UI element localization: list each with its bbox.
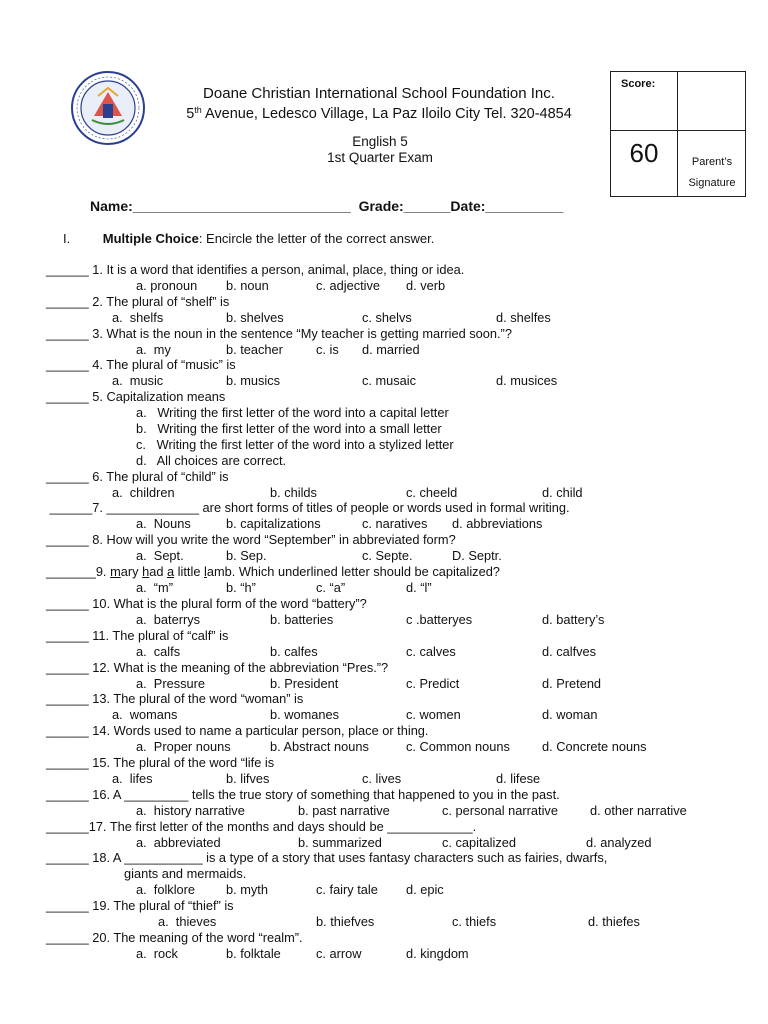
score-value: 60	[629, 138, 659, 168]
q14-option-a[interactable]: a. Proper nouns	[136, 739, 231, 754]
q20-option-a[interactable]: a. rock	[136, 946, 178, 961]
q18-option-c[interactable]: c. fairy tale	[316, 882, 378, 897]
q19-option-d[interactable]: d. thiefes	[588, 914, 640, 929]
q17-option-c[interactable]: c. capitalized	[442, 835, 516, 850]
score-box	[610, 71, 746, 197]
parents-signature-label	[678, 152, 746, 194]
q18-option-b[interactable]: b. myth	[226, 882, 268, 897]
score-box-divider-horizontal	[611, 130, 745, 131]
q1-option-c[interactable]: c. adjective	[316, 278, 381, 293]
q2-option-d[interactable]: d. shelfes	[496, 310, 551, 325]
address-rest: Avenue, Ledesco Village, La Paz Iloilo City Tel. 320-4854	[201, 106, 572, 122]
q17-option-a[interactable]: a. abbreviated	[136, 835, 221, 850]
q6-option-b[interactable]: b. childs	[270, 485, 317, 500]
q9-text-2: ad	[149, 564, 167, 579]
q1-option-d[interactable]: d. verb	[406, 278, 446, 293]
q9-underlined-a: a	[167, 564, 175, 579]
q20-option-b[interactable]: b. folktale	[226, 946, 281, 961]
q15-option-b[interactable]: b. lifves	[226, 771, 270, 786]
q10-option-d[interactable]: d. battery’s	[542, 612, 605, 627]
q6-option-a[interactable]: a. children	[112, 485, 175, 500]
q16-option-a[interactable]: a. history narrative	[136, 803, 245, 818]
exam-title	[240, 134, 520, 166]
section-heading	[63, 231, 434, 246]
question-6: ______ 6. The plural of “child” is	[46, 469, 229, 484]
q6-option-d[interactable]: d. child	[542, 485, 583, 500]
q16-option-b[interactable]: b. past narrative	[298, 803, 390, 818]
q7-option-c[interactable]: c. naratives	[362, 516, 428, 531]
q11-option-a[interactable]: a. calfs	[136, 644, 181, 659]
q18-option-a[interactable]: a. folklore	[136, 882, 196, 897]
q9-underlined-l: l	[204, 564, 207, 579]
question-11: ______ 11. The plural of “calf” is	[46, 628, 229, 643]
question-18: ______ 18. A ___________ is a type of a story that uses fantasy characters such as fairies, dwarfs,	[46, 850, 608, 865]
q9-suffix: amb. Which underlined letter should be capitalized?	[206, 564, 500, 579]
q12-option-b[interactable]: b. President	[270, 676, 339, 691]
q12-option-a[interactable]: a. Pressure	[136, 676, 205, 691]
q9-text-3: little	[174, 564, 204, 579]
q4-option-b[interactable]: b. musics	[226, 373, 281, 388]
q14-option-d[interactable]: d. Concrete nouns	[542, 739, 647, 754]
question-10: ______ 10. What is the plural form of the word “battery”?	[46, 596, 367, 611]
parents-label: Parent’s	[691, 156, 733, 168]
subject: English 5	[352, 134, 408, 149]
question-19: ______ 19. The plural of “thief” is	[46, 898, 234, 913]
q11-option-d[interactable]: d. calfves	[542, 644, 597, 659]
question-14: ______ 14. Words used to name a particular person, place or thing.	[46, 723, 429, 738]
question-3: ______ 3. What is the noun in the sentence “My teacher is getting married soon.”?	[46, 326, 512, 341]
q2-option-b[interactable]: b. shelves	[226, 310, 284, 325]
q9-option-a[interactable]: a. “m”	[136, 580, 173, 595]
question-17: ______17. The first letter of the months and days should be ____________.	[46, 819, 477, 834]
question-12: ______ 12. What is the meaning of the abbreviation “Pres.”?	[46, 660, 389, 675]
q8-option-d[interactable]: D. Septr.	[452, 548, 502, 563]
q9-underlined-h: h	[142, 564, 150, 579]
q20-option-d[interactable]: d. kingdom	[406, 946, 469, 961]
exam-name: 1st Quarter Exam	[327, 150, 433, 165]
q16-option-c[interactable]: c. personal narrative	[442, 803, 558, 818]
question-2: ______ 2. The plural of “shelf” is	[46, 294, 230, 309]
section-instruction: : Encircle the letter of the correct answer.	[198, 231, 435, 246]
q17-option-d[interactable]: d. analyzed	[586, 835, 652, 850]
q11-option-c[interactable]: c. calves	[406, 644, 456, 659]
q4-option-d[interactable]: d. musices	[496, 373, 558, 388]
q2-option-a[interactable]: a. shelfs	[112, 310, 164, 325]
q15-option-c[interactable]: c. lives	[362, 771, 402, 786]
q13-option-a[interactable]: a. womans	[112, 707, 178, 722]
q13-option-c[interactable]: c. women	[406, 707, 461, 722]
q5-option-d[interactable]: d. All choices are correct.	[136, 453, 287, 468]
q9-underlined-m: m	[110, 564, 121, 579]
q7-option-a[interactable]: a. Nouns	[136, 516, 191, 531]
q14-option-c[interactable]: c. Common nouns	[406, 739, 510, 754]
q3-option-c[interactable]: c. is	[316, 342, 339, 357]
signature-label: Signature	[688, 177, 736, 189]
address-number: 5	[186, 106, 195, 122]
q7-option-d[interactable]: d. abbreviations	[452, 516, 543, 531]
school-seal-icon	[70, 70, 146, 146]
q10-option-b[interactable]: b. batteries	[270, 612, 334, 627]
q19-option-b[interactable]: b. thiefves	[316, 914, 375, 929]
q19-option-a[interactable]: a. thieves	[158, 914, 217, 929]
q7-option-b[interactable]: b. capitalizations	[226, 516, 321, 531]
q10-option-a[interactable]: a. baterrys	[136, 612, 201, 627]
q18-option-d[interactable]: d. epic	[406, 882, 444, 897]
q5-option-c[interactable]: c. Writing the first letter of the word into a stylized letter	[136, 437, 454, 452]
score-label: Score:	[621, 78, 656, 90]
q20-option-c[interactable]: c. arrow	[316, 946, 362, 961]
question-13: ______ 13. The plural of the word “woman” is	[46, 691, 304, 706]
q4-option-c[interactable]: c. musaic	[362, 373, 417, 388]
question-16: ______ 16. A _________ tells the true story of something that happened to you in the past.	[46, 787, 560, 802]
q17-option-b[interactable]: b. summarized	[298, 835, 382, 850]
question-9	[46, 564, 500, 579]
q5-option-b[interactable]: b. Writing the first letter of the word into a small letter	[136, 421, 442, 436]
question-8: ______ 8. How will you write the word “September” in abbreviated form?	[46, 532, 456, 547]
question-15: ______ 15. The plural of the word “life is	[46, 755, 275, 770]
q1-option-b[interactable]: b. noun	[226, 278, 269, 293]
question-5: ______ 5. Capitalization means	[46, 389, 226, 404]
q9-text-1: ary	[120, 564, 143, 579]
school-address	[148, 102, 610, 123]
q13-option-b[interactable]: b. womanes	[270, 707, 339, 722]
q1-option-a[interactable]: a. pronoun	[136, 278, 198, 293]
q10-option-c[interactable]: c .batteryes	[406, 612, 473, 627]
q9-option-c[interactable]: c. “a”	[316, 580, 346, 595]
q15-option-d[interactable]: d. lifese	[496, 771, 541, 786]
question-18-continued: giants and mermaids.	[124, 866, 247, 881]
q3-option-b[interactable]: b. teacher	[226, 342, 283, 357]
q3-option-a[interactable]: a. my	[136, 342, 171, 357]
q4-option-a[interactable]: a. music	[112, 373, 164, 388]
student-info-line: Name:____________________________ Grade:______Date:__________	[90, 198, 564, 214]
q9-option-d[interactable]: d. “l”	[406, 580, 432, 595]
q12-option-d[interactable]: d. Pretend	[542, 676, 602, 691]
q8-option-a[interactable]: a. Sept.	[136, 548, 184, 563]
q8-option-c[interactable]: c. Septe.	[362, 548, 413, 563]
section-title: Multiple Choice	[102, 231, 199, 246]
question-1: ______ 1. It is a word that identifies a person, animal, place, thing or idea.	[46, 262, 465, 277]
q11-option-b[interactable]: b. calfes	[270, 644, 318, 659]
q15-option-a[interactable]: a. lifes	[112, 771, 153, 786]
q9-option-b[interactable]: b. “h”	[226, 580, 256, 595]
q14-option-b[interactable]: b. Abstract nouns	[270, 739, 369, 754]
q9-prefix: _______9.	[46, 564, 111, 579]
question-7: ______7. _____________ are short forms of titles of people or words used in formal writing.	[46, 500, 570, 515]
q3-option-d[interactable]: d. married	[362, 342, 420, 357]
section-number: I.	[63, 231, 71, 246]
q6-option-c[interactable]: c. cheeld	[406, 485, 458, 500]
address-superscript: th	[194, 105, 202, 115]
q13-option-d[interactable]: d. woman	[542, 707, 598, 722]
q16-option-d[interactable]: d. other narrative	[590, 803, 687, 818]
q2-option-c[interactable]: c. shelvs	[362, 310, 412, 325]
q5-option-a[interactable]: a. Writing the first letter of the word into a capital letter	[136, 405, 449, 420]
school-name: Doane Christian International School Foundation Inc.	[203, 85, 555, 102]
question-20: ______ 20. The meaning of the word “realm”.	[46, 930, 303, 945]
school-header	[148, 85, 610, 123]
question-4: ______ 4. The plural of “music” is	[46, 357, 236, 372]
q12-option-c[interactable]: c. Predict	[406, 676, 460, 691]
q8-option-b[interactable]: b. Sep.	[226, 548, 267, 563]
q19-option-c[interactable]: c. thiefs	[452, 914, 497, 929]
